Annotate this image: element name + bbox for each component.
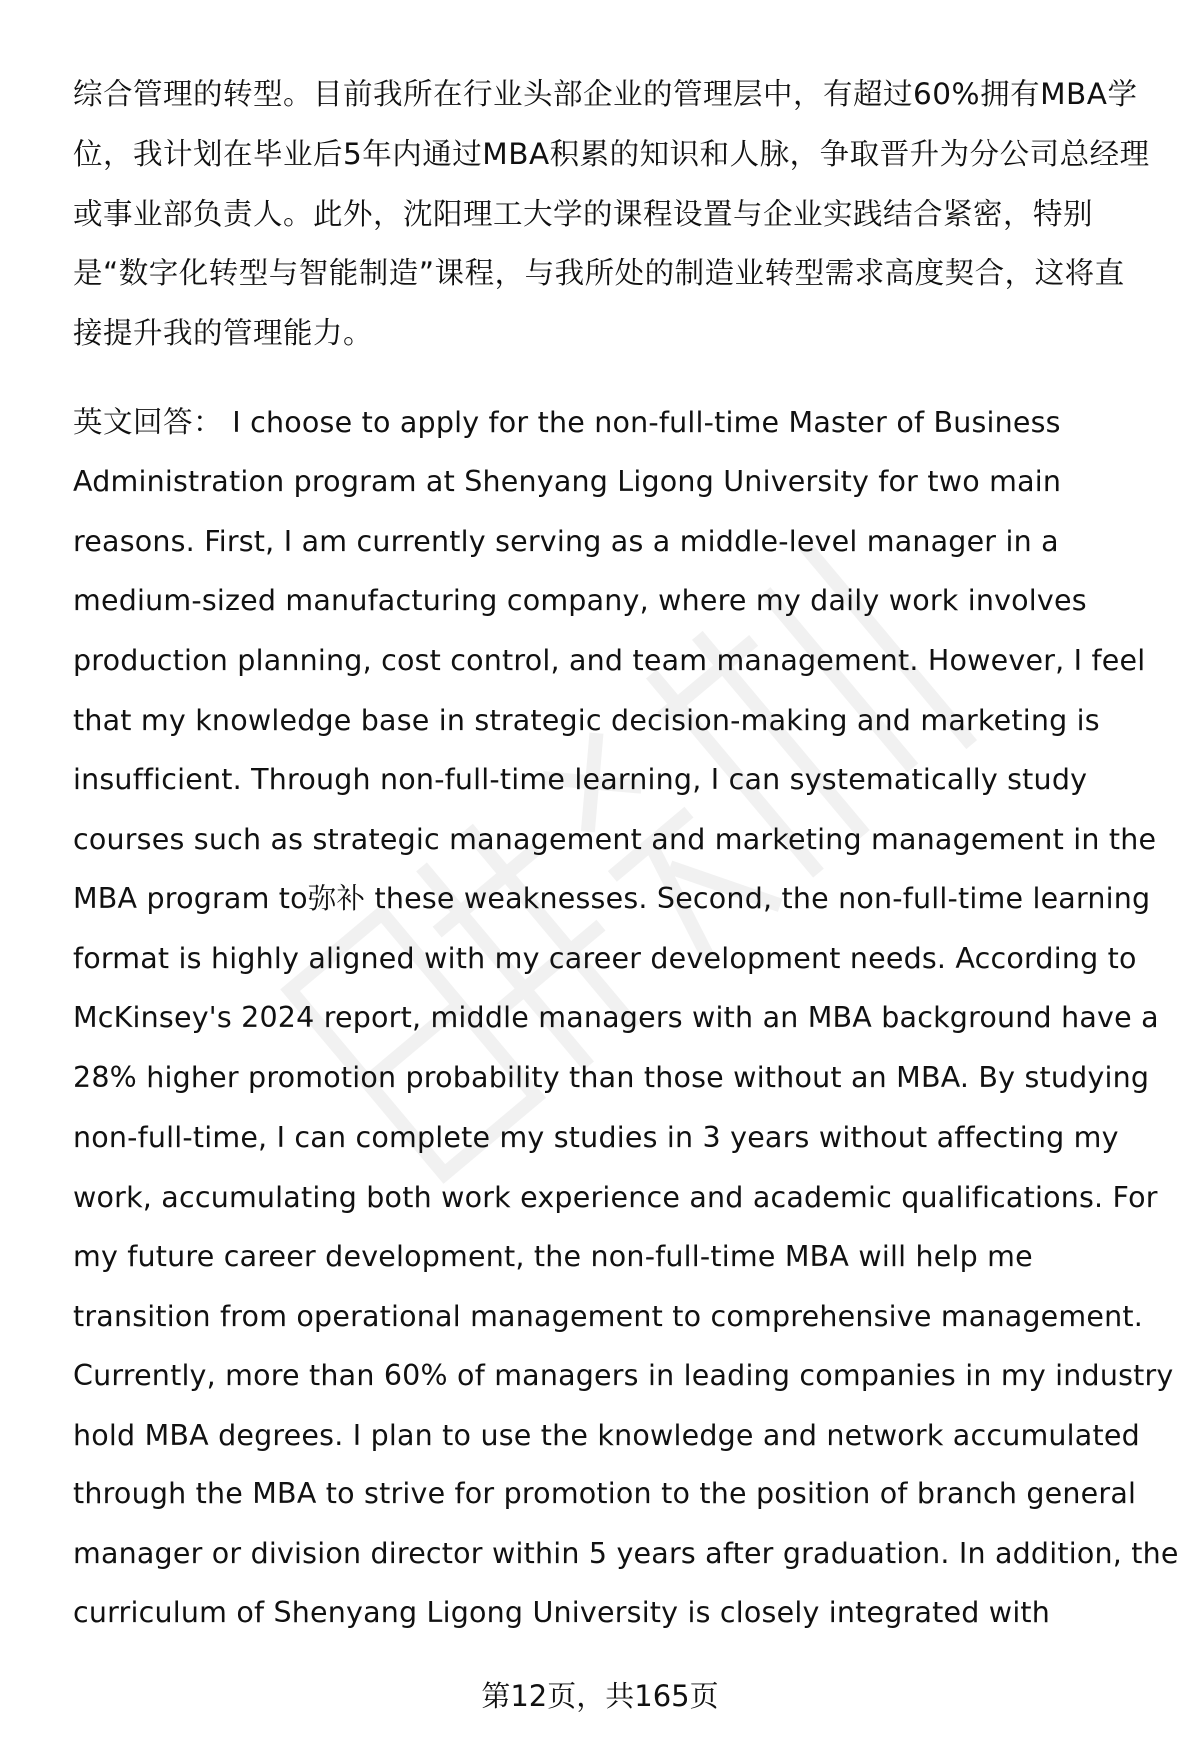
paragraph-line: medium-sized manufacturing company, where my daily work involves (73, 584, 1087, 617)
paragraph-line: hold MBA degrees. I plan to use the knowledge and network accumulated (73, 1419, 1140, 1452)
paragraph-line: 位，我计划在毕业后5年内通过MBA积累的知识和人脉，争取晋升为分公司总经理 (73, 137, 1150, 171)
paragraph-line: non-full-time, I can complete my studies in 3 years without affecting my (73, 1121, 1119, 1154)
paragraph-line: that my knowledge base in strategic decision-making and marketing is (73, 704, 1100, 737)
paragraph-line: transition from operational management to comprehensive management. (73, 1300, 1143, 1333)
paragraph-line: courses such as strategic management and marketing management in the (73, 823, 1157, 856)
english-answer-first-line (73, 402, 1061, 443)
paragraph-line: Currently, more than 60% of managers in leading companies in my industry (73, 1359, 1174, 1392)
paragraph-line: through the MBA to strive for promotion to the position of branch general (73, 1477, 1137, 1510)
paragraph-line: curriculum of Shenyang Ligong University is closely integrated with (73, 1596, 1051, 1629)
paragraph-line: insufficient. Through non-full-time learning, I can systematically study (73, 763, 1088, 796)
english-answer-label: 英文回答： (73, 405, 224, 439)
paragraph-line: 接提升我的管理能力。 (73, 316, 374, 350)
paragraph-line: manager or division director within 5 years after graduation. In addition, the (73, 1537, 1179, 1570)
paragraph-line: my future career development, the non-full-time MBA will help me (73, 1240, 1033, 1273)
paragraph-line: work, accumulating both work experience and academic qualifications. For (73, 1181, 1158, 1214)
paragraph-line: 或事业部负责人。此外，沈阳理工大学的课程设置与企业实践结合紧密，特别 (73, 197, 1094, 231)
paragraph-line: 综合管理的转型。目前我所在行业头部企业的管理层中，有超过60%拥有MBA学 (73, 77, 1138, 111)
paragraph-line: format is highly aligned with my career development needs. According to (73, 942, 1137, 975)
paragraph-line: MBA program to弥补 these weaknesses. Second, the non-full-time learning (73, 882, 1151, 915)
paragraph-line: 是“数字化转型与智能制造”课程，与我所处的制造业转型需求高度契合，这将直 (73, 256, 1125, 290)
paragraph-text: I choose to apply for the non-full-time Master of Business (223, 406, 1061, 439)
paragraph-line: 28% higher promotion probability than those without an MBA. By studying (73, 1061, 1150, 1094)
paragraph-line: reasons. First, I am currently serving as a middle-level manager in a (73, 525, 1059, 558)
page-number-indicator: 第12页，共165页 (481, 1679, 719, 1713)
paragraph-line: production planning, cost control, and team management. However, I feel (73, 644, 1146, 677)
paragraph-line: McKinsey's 2024 report, middle managers with an MBA background have a (73, 1001, 1159, 1034)
paragraph-line: Administration program at Shenyang Ligong University for two main (73, 465, 1062, 498)
